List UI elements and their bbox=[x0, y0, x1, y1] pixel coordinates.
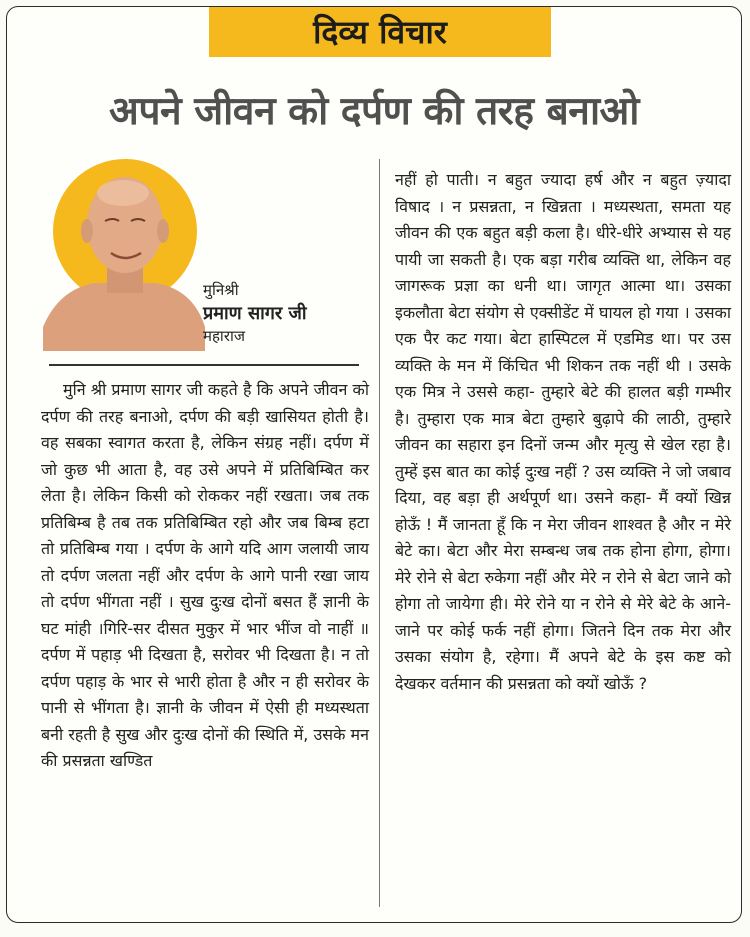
byline-suffix: महाराज bbox=[203, 327, 245, 345]
byline-prefix: मुनिश्री bbox=[203, 281, 239, 299]
author-portrait bbox=[43, 159, 205, 351]
column-divider bbox=[379, 159, 380, 907]
body-column-right: नहीं हो पाती। न बहुत ज्यादा हर्ष और न बहुत ज़्यादा विषाद । न प्रसन्नता, न खिन्नता । मध्यस्थता, समता यह जीवन की एक बहुत बड़ी कला है। धीरे-धीरे अभ्यास से यह पायी जा सकती है। एक बड़ा गरीब व्यक्ति था, लेकिन वह जागरूक प्रज्ञा का धनी था। जागृत आत्मा था। उसका इकलौता बेटा संयोग से एक्सीडेंट में घायल हो गया । उसका एक पैर कट गया। बेटा हास्पिटल में एडमिड था। पर उस व्यक्ति के मन में किंचित भी शिकन तक नहीं थी । उसके एक मित्र ने उससे कहा- तुम्हारे बेटे की हालत बड़ी गम्भीर है। तुम्हारा एक मात्र बेटा तुम्हारे बुढ़ापे की लाठी, तुम्हारे जीवन का सहारा इन दिनों जन्म और मृत्यु से खेल रहा है। तुम्हें इस बात का कोई दुःख नहीं ? उस व्यक्ति ने जो जबाव दिया, वह बड़ा ही अर्थपूर्ण था। उसने कहा- मैं क्यों खिन्न होऊँ ! मैं जानता हूँ कि न मेरा जीवन शाश्वत है और न मेरे बेटे का। बेटा और मेरा सम्बन्ध जब तक होना होगा, होगा। मेरे रोने से बेटा रुकेगा नहीं और मेरे न रोने से बेटा जाने को होगा तो जायेगा ही। मेरे रोने या न रोने से मेरे बेटे के आने-जाने पर कोई फर्क नहीं होगा। जितने दिन तक मेरा और उसका संयोग है, रहेगा। मैं अपने बेटे के इस कष्ट को देखकर वर्तमान की प्रसन्नता को क्यों खोऊँ ? bbox=[395, 170, 731, 693]
headline: अपने जीवन को दर्पण की तरह बनाओ bbox=[109, 89, 639, 134]
author-name: प्रमाण सागर जी bbox=[203, 303, 307, 324]
author-byline bbox=[203, 279, 307, 348]
byline-divider bbox=[49, 364, 359, 366]
section-label: दिव्य विचार bbox=[209, 6, 551, 57]
body-column-left: मुनि श्री प्रमाण सागर जी कहते है कि अपने जीवन को दर्पण की तरह बनाओ, दर्पण की बड़ी खासियत होती है। वह सबका स्वागत करता है, लेकिन संग्रह नहीं। दर्पण में जो कुछ भी आता है, वह उसे अपने में प्रतिबिम्बित कर लेता है। लेकिन किसी को रोककर नहीं रखता। जब तक प्रतिबिम्ब है तब तक प्रतिबिम्बित रहो और जब बिम्ब हटा तो प्रतिबिम्ब गया । दर्पण के आगे यदि आग जलायी जाय तो दर्पण जलता नहीं और दर्पण के आगे पानी रखा जाय तो दर्पण भींगता नहीं । सुख दुःख दोनों बसत हैं ज्ञानी के घट मांही ।गिरि-सर दीसत मुकुर में भार भींज वो नाहीं ॥ दर्पण में पहाड़ भी दिखता है, सरोवर भी दिखता है। न तो दर्पण पहाड़ के भार से भारी होता है और न ही सरोवर के पानी से भींगता है। ज्ञानी के जीवन में ऐसी ही मध्यस्थता बनी रहती है सुख और दुःख दोनों की स्थिति में, उसके मन की प्रसन्नता खण्डित bbox=[41, 380, 369, 770]
newspaper-clipping bbox=[6, 6, 742, 923]
